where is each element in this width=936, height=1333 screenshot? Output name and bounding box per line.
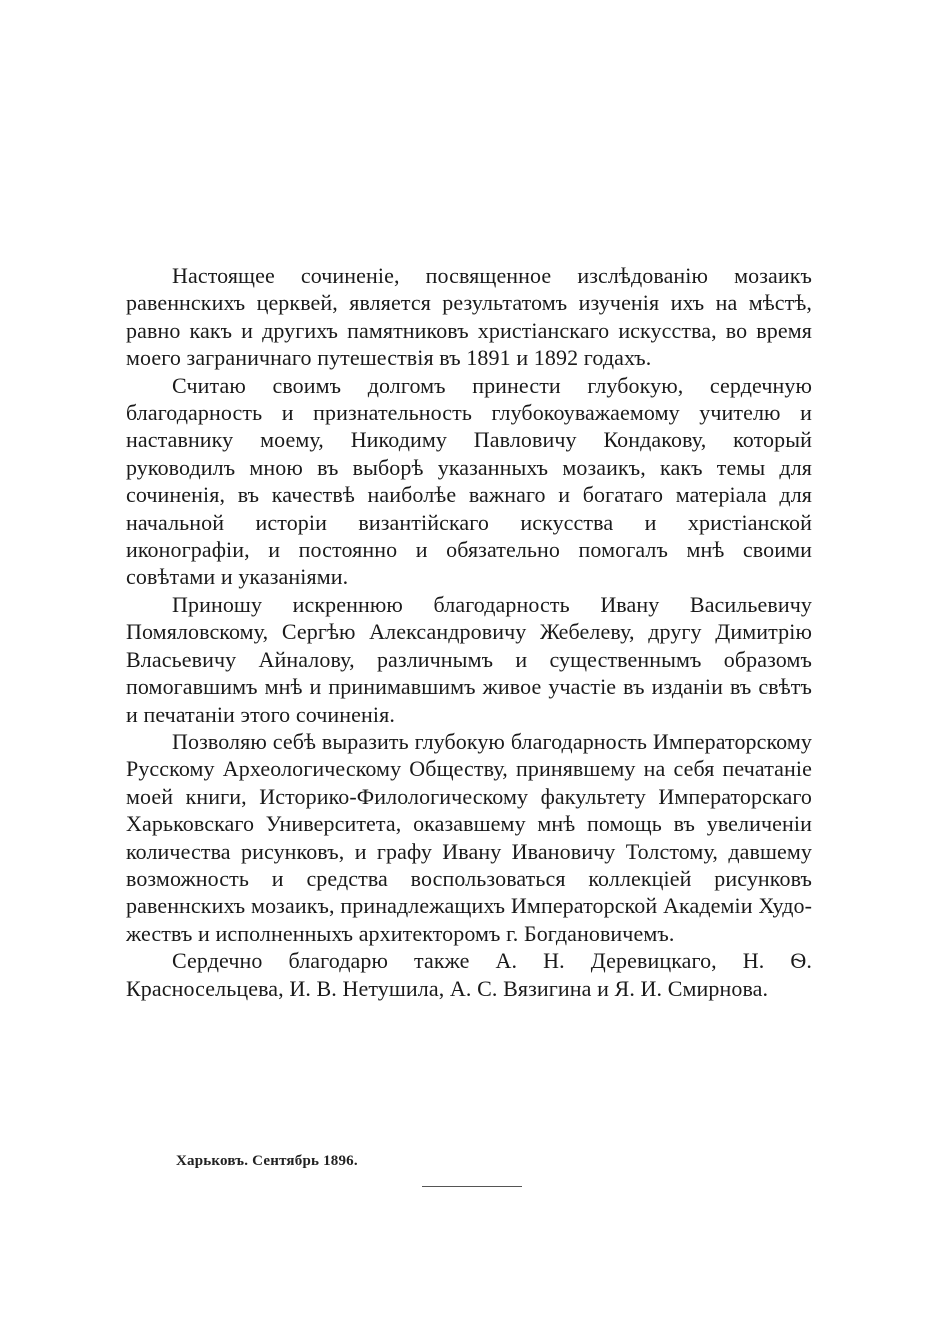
place-date-signature: Харьковъ. Сентябрь 1896.: [176, 1153, 358, 1169]
preface-text: [126, 262, 812, 1002]
paragraph-thanks-institutions: Позволяю себѣ выразить глубокую благодарность Императорскому Русскому Археологическому Обществу, принявшему на себя печатаніе моей книги, Историко-Филологическому факультету Императорскаго Харьковскаго Университета, оказавшему мнѣ помощь въ увеличеніи количества рисунковъ, и графу Ивану Ивановичу Толстому, давшему возможность и средства воспользоваться коллекціей рисунковъ равеннскихъ мозаикъ, принадлежащихъ Императорской Академіи Художествъ и исполненныхъ архитекторомъ г. Богдановичемъ.: [126, 728, 812, 946]
closing-divider: [422, 1186, 522, 1187]
paragraph-thanks-kondakov: Считаю своимъ долгомъ принести глубокую, сердечную благодарность и признательность глубокоуважаемому учителю и наставнику моему, Никодиму Павловичу Кондакову, который руководилъ мною въ выборѣ указанныхъ мозаикъ, какъ темы для сочиненія, въ качествѣ наиболѣе важнаго и богатаго матеріала для начальной исторіи византійскаго искусства и христіанской иконографіи, и постоянно и обязательно помогалъ мнѣ своими совѣтами и указаніями.: [126, 372, 812, 590]
paragraph-thanks-others: Сердечно благодарю также А. Н. Деревицкаго, Н. Ѳ. Красносельцева, И. В. Нетушила, А. С. Вязигина и Я. И. Смирнова.: [126, 948, 812, 1001]
paragraph-thanks-colleagues: Приношу искреннюю благодарность Ивану Васильевичу Помяловскому, Сергѣю Александровичу Жебелеву, другу Димитрію Власьевичу Айналову, различнымъ и существеннымъ образомъ помогавшимъ мнѣ и принимавшимъ живое участіе въ изданіи въ свѣтъ и печатаніи этого сочиненія.: [126, 591, 812, 727]
paragraph-intro: Настоящее сочиненіе, посвященное изслѣдованію мозаикъ равеннскихъ церквей, является результатомъ изученія ихъ на мѣстѣ, равно какъ и другихъ памятниковъ христіанскаго искусства, во время моего заграничнаго путешествія въ 1891 и 1892 годахъ.: [126, 263, 812, 371]
